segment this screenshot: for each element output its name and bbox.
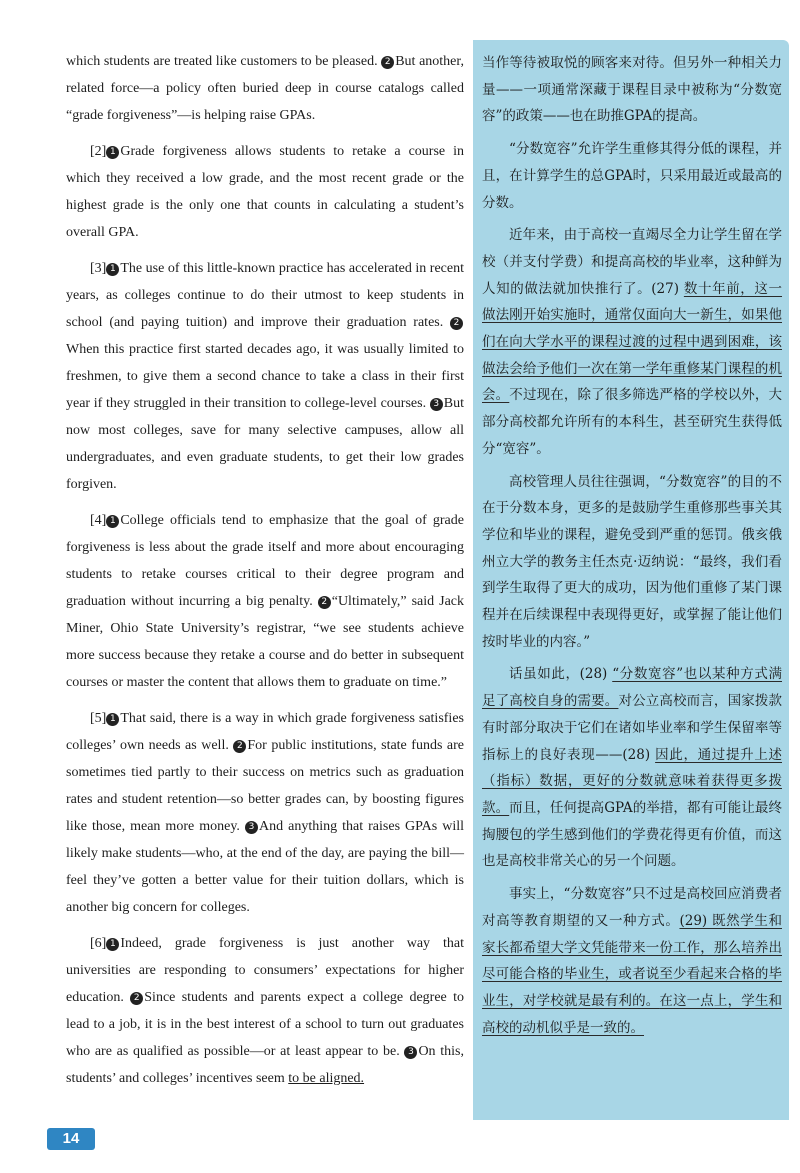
paragraph-tag: [6] — [90, 936, 107, 951]
sentence-number-badge: 2 — [381, 56, 394, 69]
sentence: But now most colleges, save for many selective campuses, allow all undergraduates, and even graduate students, to get their low grades forgiven. — [66, 396, 464, 492]
translation-paragraph-6 — [482, 881, 782, 1041]
translation-text: 话虽如此，(28) — [509, 666, 613, 683]
translation-text: 俄亥俄州立大学的教务主任杰克·迈纳说：“最终，我们看到学生取得了更大的成功，因为他们重修了某门课程并在后续课程中表现得更好，或掌握了能让他们按时毕业的内容。” — [482, 526, 783, 650]
translation-text: 而且，任何提高GPA的举措，都有可能让最终掏腰包的学生感到他们的学费花得更有价值，而这也是高校非常关心的另一个问题。 — [482, 799, 782, 870]
translation-text: “分数宽容”允许学生重修其得分低的课程，并且，在计算学生的总GPA时，只采用最近或最高的分数。 — [482, 141, 782, 211]
sentence: On this, students’ and colleges’ incentives seem — [66, 1044, 464, 1086]
page-number-badge: 14 — [47, 1128, 95, 1150]
translation-paragraph-2 — [482, 136, 782, 216]
translation-paragraph-3 — [482, 222, 782, 462]
sentence-number-badge: 1 — [106, 146, 119, 159]
paragraph-tag: [5] — [90, 711, 107, 726]
underlined-translation: “分数宽容”也以某种方式满足了高校自身的需要。 — [482, 666, 782, 710]
translation-text: 对公立高校而言，国家拨款有时部分取决于它们在诸如毕业率和学生保留率等指标上的良好表现——(28) — [482, 693, 783, 763]
sentence: The use of this little-known practice has accelerated in recent years, as colleges continue to do their utmost to keep students in school (and paying tuition) and improve their graduation rates. — [66, 261, 464, 330]
sentence-number-badge: 3 — [245, 821, 258, 834]
underlined-translation: 数十年前，这一做法刚开始实施时，通常仅面向大一新生，如果他们在向大学水平的课程过渡的过程中遇到困难，该做法会给予他们一次在第一学年重修某门课程的机会。 — [482, 280, 783, 404]
sentence: which students are treated like customers to be pleased. — [66, 54, 378, 69]
sentence-number-badge: 2 — [450, 317, 463, 330]
underlined-translation: 在这一点上，学生和高校的动机似乎是一致的。 — [482, 992, 783, 1036]
sentence-number-badge: 1 — [106, 713, 119, 726]
english-text-column — [66, 48, 464, 1101]
sentence: “Ultimately,” said Jack Miner, Ohio State University’s registrar, “we see students achieve more success because they retake a course and do better in subsequent courses or master the content that allows them to graduate on time.” — [66, 594, 465, 690]
sentence-number-badge: 2 — [318, 596, 331, 609]
chinese-translation-column — [482, 50, 782, 1047]
sentence: When this practice first started decades ago, it was usually limited to freshmen, to give them a second chance to take a class in their first year if they struggled in their transition to college-level courses. — [66, 342, 464, 411]
sentence-number-badge: 3 — [404, 1046, 417, 1059]
sentence-number-badge: 2 — [130, 992, 143, 1005]
paragraph-tag: [4] — [90, 513, 107, 528]
paragraph-3 — [66, 255, 464, 498]
sentence-number-badge: 2 — [233, 740, 246, 753]
paragraph-6 — [66, 930, 464, 1092]
paragraph-tag: [2] — [90, 144, 107, 159]
translation-paragraph-1 — [482, 50, 782, 130]
paragraph-2 — [66, 138, 464, 246]
translation-text: 不过现在，除了很多筛选严格的学校以外，大部分高校都允许所有的本科生，甚至研究生获得低分“宽容”。 — [482, 387, 783, 457]
sentence: College officials tend to emphasize that the goal of grade forgiveness is less about the grade itself and more about encouraging students to retake courses critical to their degree program and graduation without incurring a big penalty. — [66, 513, 464, 609]
underlined-translation: 因此，通过提升上述（指标）数据，更好的分数就意味着获得更多拨款。 — [482, 746, 782, 816]
paragraph-5 — [66, 705, 464, 921]
translation-text: 事实上，“分数宽容”只不过是高校回应消费者对高等教育期望的又一种方式。 — [482, 886, 782, 929]
sentence: Grade forgiveness allows students to retake a course in which they received a low grade, and the most recent grade or the highest grade is the only one that counts in calculating a student’s overall GPA. — [66, 144, 464, 240]
sentence: That said, there is a way in which grade forgiveness satisfies colleges’ own needs as well. — [66, 711, 464, 753]
sentence: For public institutions, state funds are sometimes tied partly to their success on metrics such as graduation rates and student retention—so better grades can, by boosting figures like those, mean more money. — [66, 738, 465, 834]
underlined-phrase: to be aligned. — [288, 1071, 365, 1086]
translation-text: 高校管理人员往往强调，“分数宽容”的目的不在于分数本身，更多的是鼓励学生重修那些事关其学位和毕业的课程，避免受到严重的惩罚。 — [482, 473, 782, 543]
translation-text: 当作等待被取悦的顾客来对待。但另外一种相关力量——一项通常深藏于课程目录中被称为“分数宽容”的政策——也在助推GPA的提高。 — [482, 55, 782, 125]
translation-text: 近年来，由于高校一直竭尽全力让学生留在学校（并支付学费）和提高高校的毕业率，这种鲜为人知的做法就加快推行了。(27) — [482, 227, 782, 297]
sentence-number-badge: 1 — [106, 263, 119, 276]
sentence-number-badge: 3 — [430, 398, 443, 411]
sentence-number-badge: 1 — [106, 938, 119, 951]
sentence: But another, related force—a policy often buried deep in course catalogs called “grade forgiveness”—is helping raise GPAs. — [66, 54, 464, 123]
paragraph-4 — [66, 507, 464, 696]
sentence: Indeed, grade forgiveness is just another way that universities are responding to consumers’ expectations for higher education. — [66, 936, 464, 1005]
translation-paragraph-4 — [482, 469, 782, 656]
translation-paragraph-5 — [482, 661, 782, 875]
paragraph-1-continued — [66, 48, 464, 129]
underlined-translation: (29) 既然学生和家长都希望大学文凭能带来一份工作，那么培养出尽可能合格的毕业生，或者说至少看起来合格的毕业生，对学校就是最有利的。 — [482, 912, 782, 1009]
paragraph-tag: [3] — [90, 261, 107, 276]
sentence-number-badge: 1 — [106, 515, 119, 528]
sentence: And anything that raises GPAs will likely make students—who, at the end of the day, are paying the bill—feel they’ve gotten a better value for their tuition dollars, which is another big concern for colleges. — [66, 819, 465, 915]
sentence: Since students and parents expect a college degree to lead to a job, it is in the best interest of a school to turn out graduates who are as qualified as possible—or at least appear to be. — [66, 990, 464, 1059]
